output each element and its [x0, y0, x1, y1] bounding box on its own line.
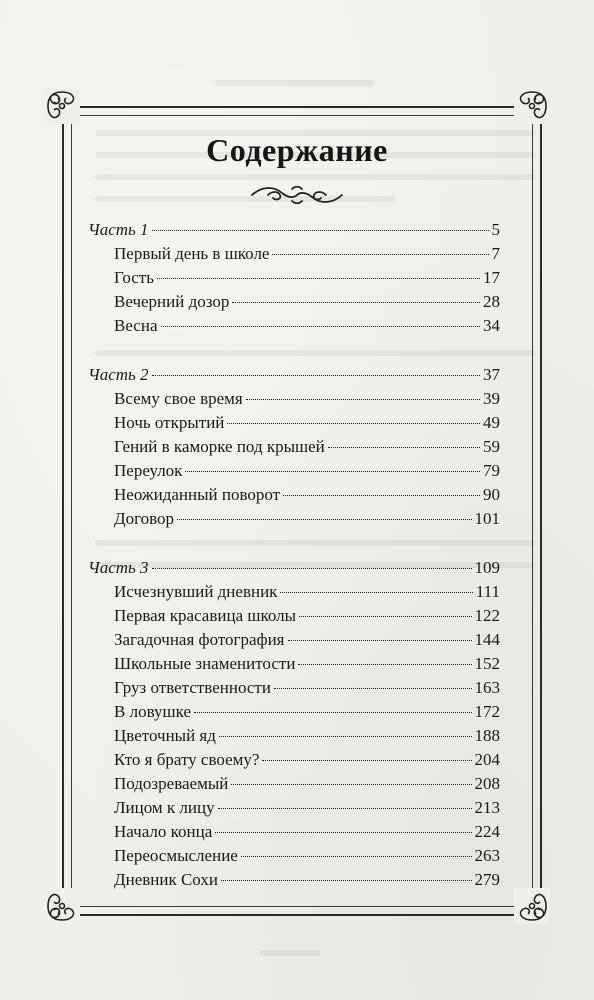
page-number: 37 [483, 365, 500, 384]
page-number: 34 [483, 316, 500, 335]
page-number: 208 [474, 774, 500, 793]
part-label: Часть 1 [88, 220, 149, 239]
chapter-label: Кто я брату своему? [114, 750, 260, 769]
dot-leader [177, 519, 471, 520]
corner-ornament-top-right [514, 88, 550, 124]
dot-leader [328, 447, 480, 448]
toc-chapter-row[interactable] [88, 507, 500, 531]
dot-leader [262, 760, 471, 761]
dot-leader [288, 640, 472, 641]
page-number: 213 [474, 798, 500, 817]
chapter-label: Переулок [114, 461, 183, 480]
page-number: 172 [474, 702, 500, 721]
toc-chapter-row[interactable] [88, 820, 500, 844]
page-number: 39 [483, 389, 500, 408]
toc-chapter-row[interactable] [88, 700, 500, 724]
toc-chapter-row[interactable] [88, 266, 500, 290]
toc-chapter-row[interactable] [88, 290, 500, 314]
page-number: 224 [474, 822, 500, 841]
corner-ornament-top-left [44, 88, 80, 124]
page-number: 144 [474, 630, 500, 649]
toc-chapter-row[interactable] [88, 748, 500, 772]
chapter-label: Дневник Сохи [114, 870, 218, 889]
toc-chapter-row[interactable] [88, 435, 500, 459]
dot-leader [221, 880, 472, 881]
chapter-label: Лицом к лицу [114, 798, 215, 817]
toc-chapter-row[interactable] [88, 580, 500, 604]
chapter-label: Неожиданный поворот [114, 485, 281, 504]
toc-chapter-row[interactable] [88, 772, 500, 796]
chapter-label: Всему свое время [114, 389, 243, 408]
dot-leader [232, 302, 480, 303]
group-spacer [88, 338, 500, 363]
toc-chapter-row[interactable] [88, 604, 500, 628]
toc-chapter-row[interactable] [88, 387, 500, 411]
toc-chapter-row[interactable] [88, 724, 500, 748]
page-number: 5 [491, 220, 500, 239]
page-number: 279 [474, 870, 500, 889]
bleed-through-line [215, 80, 375, 86]
page-number: 204 [474, 750, 500, 769]
toc-chapter-row[interactable] [88, 459, 500, 483]
chapter-label: Исчезнувший дневник [114, 582, 278, 601]
page-number: 188 [474, 726, 500, 745]
chapter-label: Подозреваемый [114, 774, 229, 793]
dot-leader [185, 471, 480, 472]
chapter-label: Груз ответственности [114, 678, 271, 697]
page-number: 59 [483, 437, 500, 456]
dot-leader [194, 712, 472, 713]
page-number: 122 [474, 606, 500, 625]
toc-chapter-row[interactable] [88, 628, 500, 652]
dot-leader [280, 592, 472, 593]
corner-ornament-bottom-right [514, 888, 550, 924]
dot-leader [246, 399, 480, 400]
page-number: 263 [474, 846, 500, 865]
page-number: 90 [483, 485, 500, 504]
page-title: Содержание [206, 132, 388, 168]
table-of-contents [88, 218, 500, 892]
dot-leader [152, 375, 480, 376]
chapter-label: Начало конца [114, 822, 213, 841]
page-number: 152 [474, 654, 500, 673]
chapter-label: Переосмысление [114, 846, 238, 865]
toc-part-row[interactable] [88, 556, 500, 580]
chapter-label: Гость [114, 268, 154, 287]
page-number: 101 [474, 509, 500, 528]
page-number: 111 [475, 582, 500, 601]
chapter-label: Весна [114, 316, 158, 335]
dot-leader [157, 278, 480, 279]
dot-leader [215, 832, 471, 833]
dot-leader [219, 736, 472, 737]
dot-leader [231, 784, 471, 785]
chapter-label: Вечерний дозор [114, 292, 230, 311]
part-label: Часть 3 [88, 558, 149, 577]
dot-leader [274, 688, 472, 689]
chapter-label: Ночь открытий [114, 413, 225, 432]
dot-leader [218, 808, 472, 809]
chapter-label: В ловушке [114, 702, 191, 721]
chapter-label: Первый день в школе [114, 244, 270, 263]
dot-leader [152, 568, 472, 569]
dot-leader [241, 856, 472, 857]
title-flourish-ornament [248, 182, 346, 213]
page-number: 28 [483, 292, 500, 311]
bleed-through-line [260, 950, 320, 956]
toc-chapter-row[interactable] [88, 314, 500, 338]
page-number: 109 [474, 558, 500, 577]
chapter-label: Первая красавица школы [114, 606, 297, 625]
toc-chapter-row[interactable] [88, 868, 500, 892]
chapter-label: Школьные знаменитости [114, 654, 296, 673]
page-number: 17 [483, 268, 500, 287]
dot-leader [152, 230, 489, 231]
chapter-label: Цветочный яд [114, 726, 216, 745]
toc-part-row[interactable] [88, 363, 500, 387]
dot-leader [272, 254, 488, 255]
dot-leader [299, 616, 471, 617]
page-number: 7 [491, 244, 500, 263]
corner-ornament-bottom-left [44, 888, 80, 924]
toc-chapter-row[interactable] [88, 676, 500, 700]
toc-part-row[interactable] [88, 218, 500, 242]
page-number: 163 [474, 678, 500, 697]
dot-leader [161, 326, 481, 327]
page-number: 49 [483, 413, 500, 432]
dot-leader [283, 495, 480, 496]
chapter-label: Загадочная фотография [114, 630, 285, 649]
dot-leader [227, 423, 480, 424]
chapter-label: Гений в каморке под крышей [114, 437, 325, 456]
part-label: Часть 2 [88, 365, 149, 384]
chapter-label: Договор [114, 509, 175, 528]
toc-chapter-row[interactable] [88, 796, 500, 820]
toc-chapter-row[interactable] [88, 652, 500, 676]
toc-chapter-row[interactable] [88, 483, 500, 507]
group-spacer [88, 531, 500, 556]
dot-leader [298, 664, 471, 665]
toc-chapter-row[interactable] [88, 844, 500, 868]
page-number: 79 [483, 461, 500, 480]
toc-chapter-row[interactable] [88, 242, 500, 266]
toc-chapter-row[interactable] [88, 411, 500, 435]
